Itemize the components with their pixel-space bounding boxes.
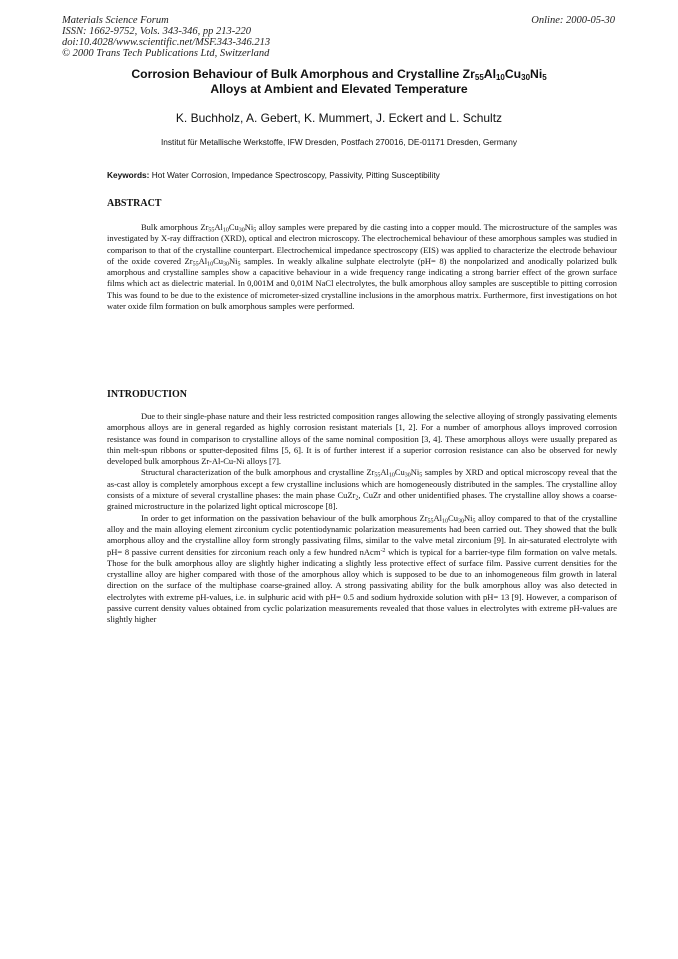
citation-header <box>62 15 270 59</box>
introduction-heading: INTRODUCTION <box>107 389 188 400</box>
keywords <box>107 170 617 181</box>
doi-line: doi:10.4028/www.scientific.net/MSF.343-346.213 <box>62 37 271 48</box>
intro-paragraph-1: Due to their single-phase nature and their less restricted composition ranges allowing the selective alloying of strongly passivating elements amorphous alloys are in general regarded as highly corrosion resistant materials [1, 2]. For a number of amorphous alloys improved corrosion resistance was found in comparison to crystalline alloys of the same nominal composition [3, 4]. These amorphous alloys were usually prepared as thin melt-spun ribbons or sputter-deposited films [5, 6]. It is of further interest if a superior corrosion resistance can also be observed for newly developed bulk amorphous Zr-Al-Cu-Ni alloys [7]. <box>107 411 617 467</box>
journal-name: Materials Science Forum <box>62 15 169 26</box>
keywords-label: Keywords: <box>107 170 150 180</box>
issn-line: ISSN: 1662-9752, Vols. 343-346, pp 213-220 <box>62 26 251 37</box>
intro-paragraph-3: In order to get information on the passivation behaviour of the bulk amorphous $Zr_{55}Al_{10}Cu_{30}Ni_5$ alloy compared to that of the crystalline alloy and the main alloying element zirconium cyclic potentiodynamic polarization measurements had been carried out. They showed that the bulk amorphous alloy and the crystalline alloy form strongly passivating films, similar to the valve metal zirconium [9]. In air-saturated electrolyte with pH= 8 passive current densities for zirconium reach only a few hundred nAcm$^{-2}$ which is typical for a barrier-type film formation on valve metals. Those for the bulk amorphous alloy are slightly higher indicating a slightly less protective effect of surface film. Passive current densities for the crystalline alloy are higher compared with those of the amorphous alloy which is supposed to be due to an inhomogeneous film growth in lateral direction on the surface of the multiphase coarse-grained alloy. A strong passivating ability for the bulk amorphous alloy was also detected in electrolytes with extreme pH-values, i.e. in sulphuric acid with pH= 0.5 and sodium hydroxide solution with pH= 13 [9]. However, a comparison of passive current density values obtained from cyclic polarization measurements revealed that those values in electrolytes with extreme pH-values are slightly higher <box>107 512 617 625</box>
intro-paragraph-2: Structural characterization of the bulk amorphous and crystalline $Zr_{55}Al_{10}Cu_{30}Ni_5$ samples by XRD and optical microscopy reveal that the as-cast alloy is completely amorphous except a few crystalline inclusions which are homogeneously distributed in the samples. The crystalline alloy consists of a mixture of several crystalline phases: the main phase CuZr$_2$, CuZr and other unidentified phases. The crystalline alloy shows a coarse-grained microstructure in the polarized light optical microscope [8]. <box>107 467 618 512</box>
online-date: Online: 2000-05-30 <box>531 15 615 26</box>
introduction-body <box>107 411 617 626</box>
affiliation: Institut für Metallische Werkstoffe, IFW Dresden, Postfach 270016, DE-01171 Dresden, Germany <box>160 137 517 147</box>
title-line-1: Corrosion Behaviour of Bulk Amorphous and Crystalline $Zr_{55}Al_{10}Cu_{30}Ni_5$ <box>131 67 547 82</box>
abstract-heading: ABSTRACT <box>107 198 162 209</box>
author-list: K. Buchholz, A. Gebert, K. Mummert, J. Eckert and L. Schultz <box>175 111 503 125</box>
paper-title <box>62 67 616 97</box>
abstract-paragraph: Bulk amorphous $Zr_{55}Al_{10}Cu_{30}Ni_5$ alloy samples were prepared by die casting into a copper mould. The microstructure of the samples was investigated by X-ray diffraction (XRD), optical and electron microscopy. The electrochemical behaviour of these amorphous samples was studied in comparison to that of the crystalline counterpart. Electrochemical impedance spectroscopy (EIS) was applied to characterize the electrode behaviour of the oxide covered $Zr_{55}Al_{10}Cu_{30}Ni_5$ samples. In weakly alkaline sulphate electrolyte (pH= 8) the nonpolarized and anodically polarized bulk amorphous and crystalline samples show a capacitive behaviour in a wide frequency range indicating a strong barrier effect of the grown surface films which act as dielectric material. In 0,001M and 0,01M NaCl electrolytes, the bulk amorphous alloy samples are susceptible to pitting corrosion This was found to be due to the existence of micrometer-sized crystalline inclusions in the amorphous matrix. Furthermore, first investigations on hot water oxide film formation on bulk amorphous samples were performed. <box>107 222 617 312</box>
title-line-2: Alloys at Ambient and Elevated Temperature <box>210 82 468 96</box>
copyright-line: © 2000 Trans Tech Publications Ltd, Switzerland <box>62 48 270 59</box>
keywords-text: Hot Water Corrosion, Impedance Spectroscopy, Passivity, Pitting Susceptibility <box>149 170 440 180</box>
abstract-body <box>107 222 617 312</box>
